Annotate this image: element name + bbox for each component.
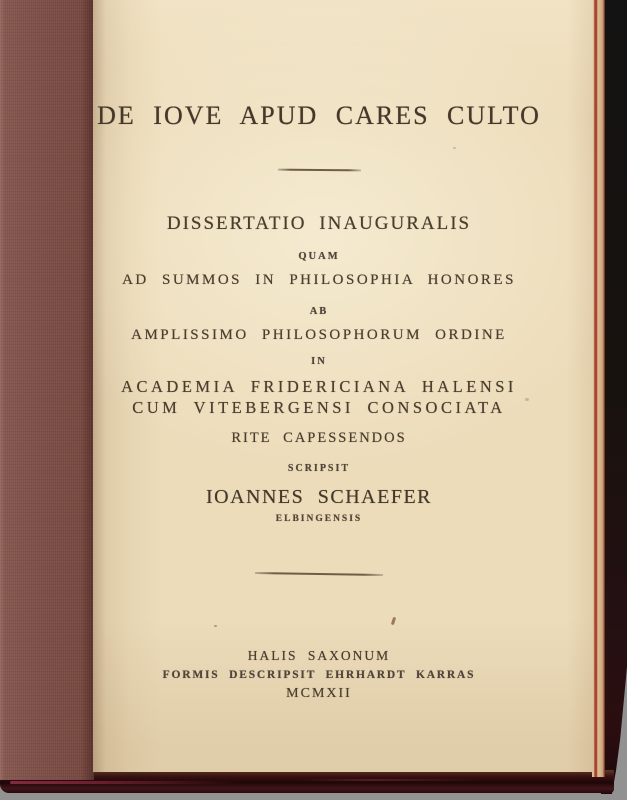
academy-line-1: ACADEMIA FRIDERICIANA HALENSI bbox=[121, 377, 517, 396]
title-page-text-column bbox=[93, 0, 545, 772]
bottom-edge-glint bbox=[300, 779, 480, 781]
scripsit-line: SCRIPSIT bbox=[287, 463, 351, 474]
ab-line: AB bbox=[309, 306, 329, 317]
main-title: DE IOVE APUD CARES CULTO bbox=[97, 101, 541, 130]
imprint-year: MCMXII bbox=[286, 686, 352, 701]
ordine-line: AMPLISSIMO PHILOSOPHORUM ORDINE bbox=[131, 327, 507, 343]
dissertation-heading: DISSERTATIO INAUGURALIS bbox=[166, 213, 472, 234]
title-page bbox=[93, 0, 593, 772]
author-name: IOANNES SCHAEFER bbox=[205, 486, 433, 508]
page-speck bbox=[525, 398, 529, 401]
author-origin: ELBINGENSIS bbox=[275, 514, 363, 524]
book-cover-left-strip bbox=[0, 0, 94, 780]
page-speck bbox=[453, 147, 456, 149]
divider-rule-bottom bbox=[255, 572, 383, 576]
page-fore-edge bbox=[592, 0, 605, 777]
in-line: IN bbox=[311, 356, 327, 367]
quam-line: QUAM bbox=[298, 251, 340, 262]
rite-capessendos-line: RITE CAPESSENDOS bbox=[231, 430, 407, 446]
academy-line-2: CUM VITEBERGENSI CONSOCIATA bbox=[132, 398, 506, 417]
page-speck bbox=[214, 625, 217, 627]
honores-line: AD SUMMOS IN PHILOSOPHIA HONORES bbox=[122, 272, 516, 288]
imprint-printer: FORMIS DESCRIPSIT EHRHARDT KARRAS bbox=[162, 669, 476, 681]
divider-rule-top bbox=[278, 169, 361, 172]
imprint-place: HALIS SAXONUM bbox=[247, 648, 391, 663]
bottom-edge-glint bbox=[10, 781, 240, 784]
